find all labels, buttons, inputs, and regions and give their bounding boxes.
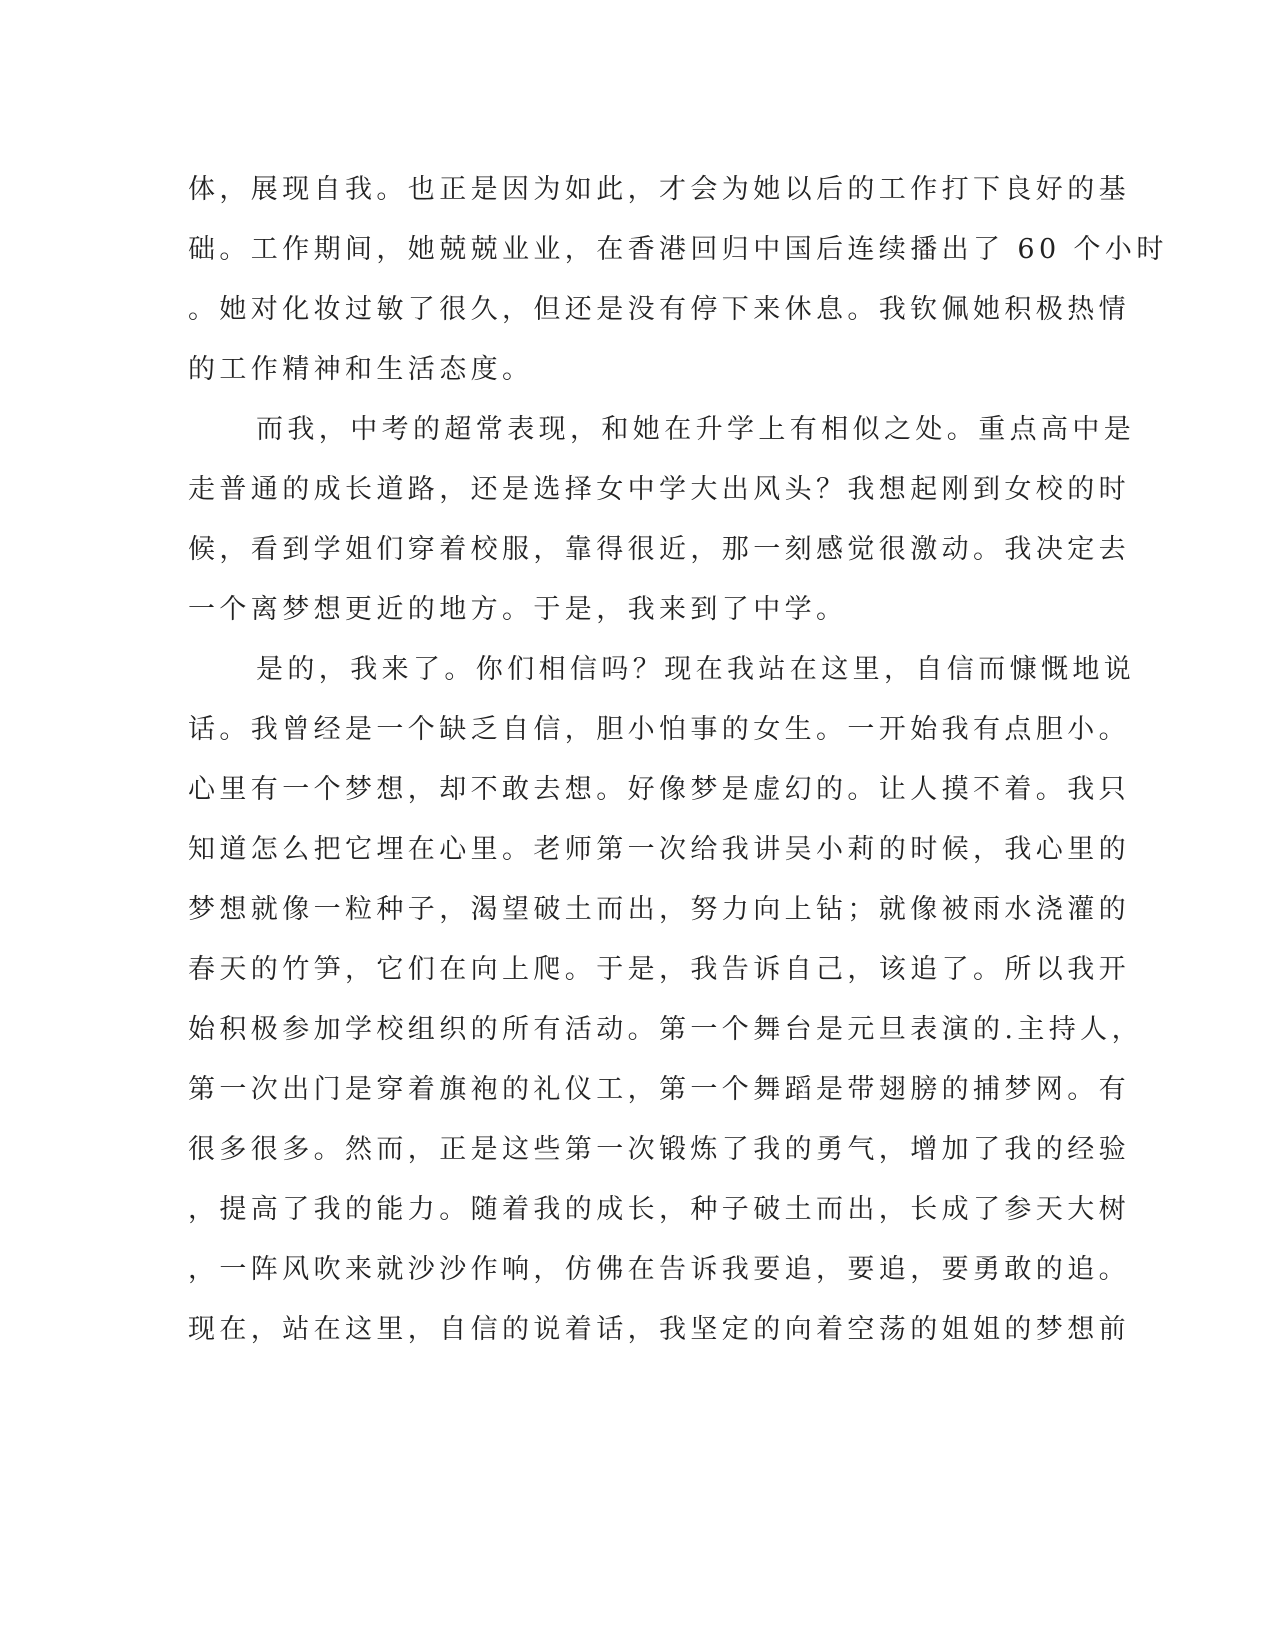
body-text <box>188 160 1168 1360</box>
text-line: 的工作精神和生活态度。 <box>188 354 534 385</box>
text-line: 一个离梦想更近的地方。于是，我来到了中学。 <box>188 594 848 625</box>
text-line: 础。工作期间，她兢兢业业，在香港回归中国后连续播出了 60 个小时 <box>188 234 1168 265</box>
text-line: 第一次出门是穿着旗袍的礼仪工，第一个舞蹈是带翅膀的捕梦网。有 <box>188 1074 1130 1105</box>
paragraph-first-line: 是的，我来了。你们相信吗？现在我站在这里，自信而慷慨地说 <box>256 654 1136 685</box>
text-line: 现在，站在这里，自信的说着话，我坚定的向着空荡的姐姐的梦想前 <box>188 1314 1130 1345</box>
text-line: 梦想就像一粒种子，渴望破土而出，努力向上钻；就像被雨水浇灌的 <box>188 894 1130 925</box>
text-line: 始积极参加学校组织的所有活动。第一个舞台是元旦表演的.主持人， <box>188 1014 1143 1045</box>
text-line: 知道怎么把它埋在心里。老师第一次给我讲吴小莉的时候，我心里的 <box>188 834 1130 865</box>
text-line: 很多很多。然而，正是这些第一次锻炼了我的勇气，增加了我的经验 <box>188 1134 1130 1165</box>
text-line: 话。我曾经是一个缺乏自信，胆小怕事的女生。一开始我有点胆小。 <box>188 714 1130 745</box>
text-line: ，提高了我的能力。随着我的成长，种子破土而出，长成了参天大树 <box>188 1194 1130 1225</box>
text-line: 候，看到学姐们穿着校服，靠得很近，那一刻感觉很激动。我决定去 <box>188 534 1130 565</box>
text-line: ，一阵风吹来就沙沙作响，仿佛在告诉我要追，要追，要勇敢的追。 <box>188 1254 1130 1285</box>
text-line: 春天的竹笋，它们在向上爬。于是，我告诉自己，该追了。所以我开 <box>188 954 1130 985</box>
paragraph-first-line: 而我，中考的超常表现，和她在升学上有相似之处。重点高中是 <box>256 414 1136 445</box>
text-line: 心里有一个梦想，却不敢去想。好像梦是虚幻的。让人摸不着。我只 <box>188 774 1130 805</box>
text-line: 走普通的成长道路，还是选择女中学大出风头？我想起刚到女校的时 <box>188 474 1130 505</box>
text-line: 。她对化妆过敏了很久，但还是没有停下来休息。我钦佩她积极热情 <box>188 294 1130 325</box>
text-line: 体，展现自我。也正是因为如此，才会为她以后的工作打下良好的基 <box>188 174 1130 205</box>
